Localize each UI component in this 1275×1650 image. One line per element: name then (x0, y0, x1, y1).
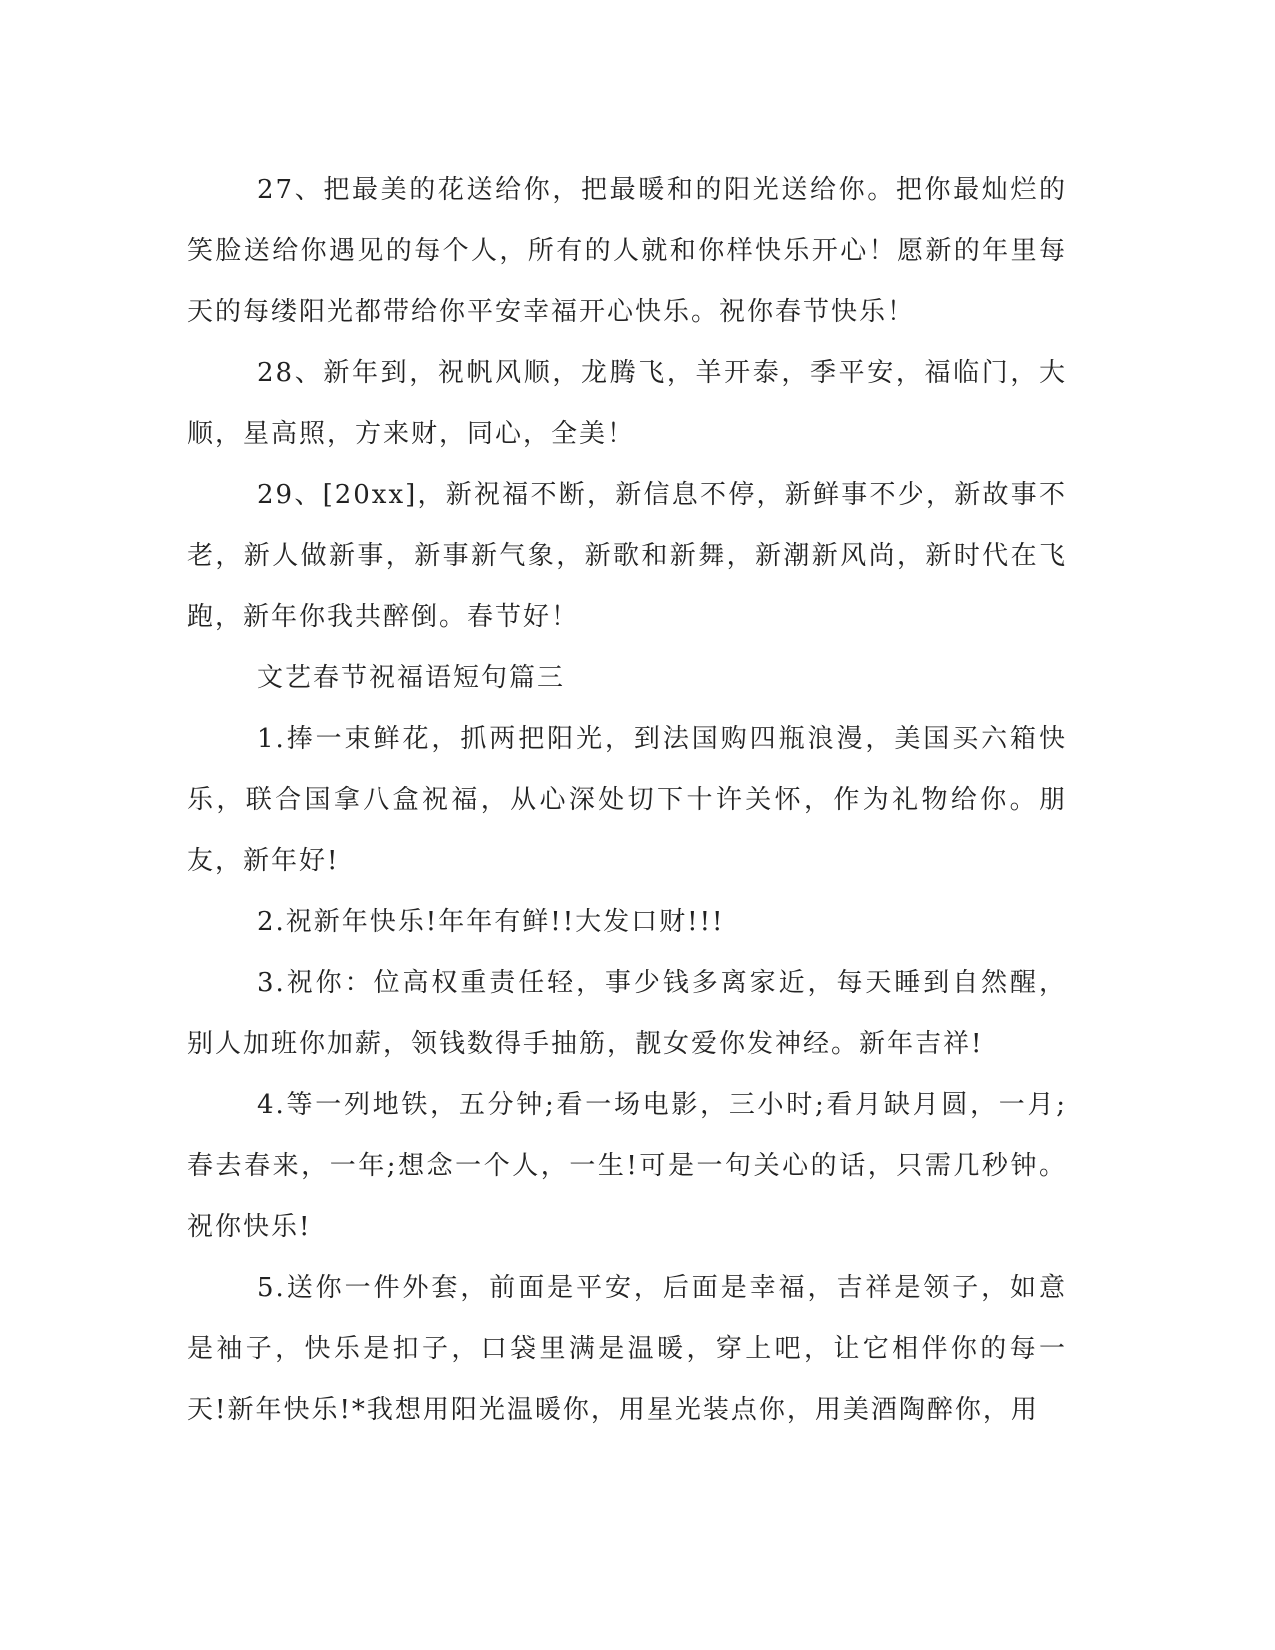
paragraph-28: 28、新年到，祝帆风顺，龙腾飞，羊开泰，季平安，福临门，大顺，星高照，方来财，同心，全美！ (187, 358, 1067, 449)
paragraph-29: 29、[20xx]，新祝福不断，新信息不停，新鲜事不少，新故事不老，新人做新事，新事新气象，新歌和新舞，新潮新风尚，新时代在飞跑，新年你我共醉倒。春节好！ (187, 480, 1067, 632)
list-item-4: 4.等一列地铁，五分钟;看一场电影，三小时;看月缺月圆，一月;春去春来，一年;想念一个人，一生!可是一句关心的话，只需几秒钟。祝你快乐! (187, 1090, 1067, 1242)
paragraph-27: 27、把最美的花送给你，把最暖和的阳光送给你。把你最灿烂的笑脸送给你遇见的每个人，所有的人就和你样快乐开心！愿新的年里每天的每缕阳光都带给你平安幸福开心快乐。祝你春节快乐！ (187, 175, 1067, 327)
list-item-1: 1.捧一束鲜花，抓两把阳光，到法国购四瓶浪漫，美国买六箱快乐，联合国拿八盒祝福，从心深处切下十许关怀，作为礼物给你。朋友，新年好! (187, 724, 1067, 876)
document-body (187, 160, 1067, 1441)
section-title: 文艺春节祝福语短句篇三 (257, 663, 566, 693)
list-item-5: 5.送你一件外套，前面是平安，后面是幸福，吉祥是领子，如意是袖子，快乐是扣子，口袋里满是温暖，穿上吧，让它相伴你的每一天!新年快乐!*我想用阳光温暖你，用星光装点你，用美酒陶醉你，用 (187, 1273, 1067, 1425)
list-item-2: 2.祝新年快乐!年年有鲜!!大发口财!!! (257, 907, 725, 937)
list-item-3: 3.祝你：位高权重责任轻，事少钱多离家近，每天睡到自然醒，别人加班你加薪，领钱数得手抽筋，靓女爱你发神经。新年吉祥! (187, 968, 1067, 1059)
